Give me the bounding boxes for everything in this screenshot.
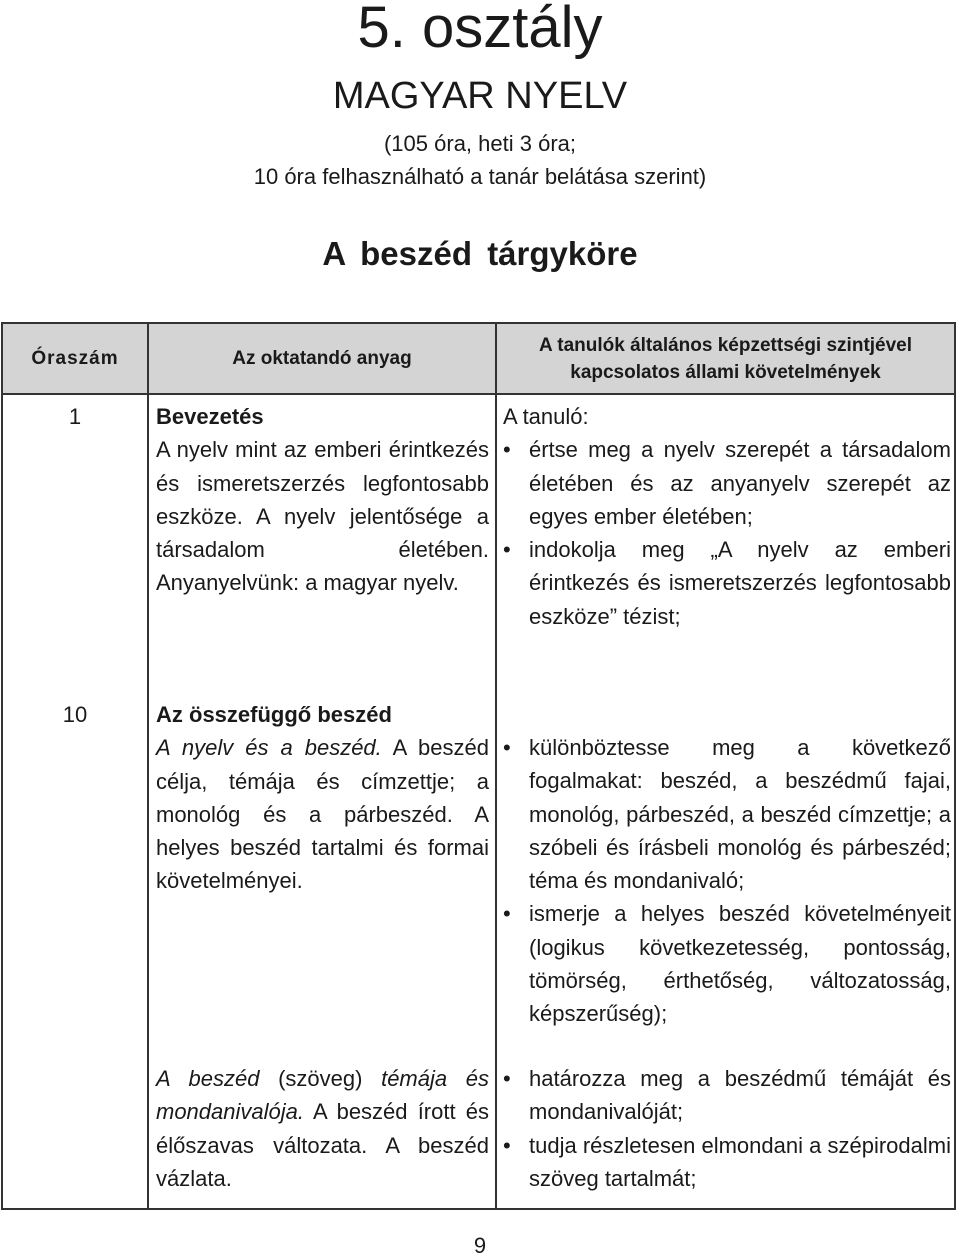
row-2-material	[156, 698, 489, 898]
hours-line-1: (105 óra, heti 3 óra;	[383, 131, 576, 156]
list-item	[503, 533, 951, 633]
row-3-material-text	[156, 1062, 489, 1195]
page-title: 5. osztály	[357, 0, 603, 60]
bullet-icon: •	[503, 537, 511, 563]
list-item	[503, 433, 951, 533]
row-1-lead: A tanuló:	[503, 404, 589, 429]
row-3-material-plain: (szöveg)	[278, 1066, 363, 1091]
header-material: Az oktatandó anyag	[232, 348, 412, 369]
row-3-material	[156, 1062, 489, 1195]
bullet-icon: •	[503, 437, 511, 463]
bullet-icon: •	[503, 1132, 511, 1158]
list-item-text: különböztesse meg a következő fogalmakat: beszéd, a beszédmű fajai, monológ, párbeszéd, a beszéd címzettje; a szóbeli és írásbeli monológ és párbeszéd; téma és mondanivaló;	[529, 735, 951, 894]
page-number: 9	[473, 1233, 487, 1258]
topic-heading: A beszéd tárgyköre	[322, 235, 638, 272]
row-2-material-text	[156, 731, 489, 897]
list-item-text: indokolja meg „A nyelv az emberi érintkezés és ismeretszerzés legfontosabb eszköze” tézist;	[529, 537, 951, 629]
row-1-material-title: Bevezetés	[156, 404, 264, 429]
column-divider	[147, 324, 149, 1208]
list-item-text: határozza meg a beszédmű témáját és mondanivalóját;	[529, 1066, 951, 1125]
list-item	[503, 897, 951, 1030]
list-item	[503, 731, 951, 897]
row-1-material	[156, 400, 489, 600]
row-2-material-title: Az összefüggő beszéd	[156, 702, 392, 727]
row-1-requirements	[503, 400, 951, 633]
header-requirements: A tanulók általános képzettségi szintjével kapcsolatos állami követelmények	[538, 334, 913, 383]
list-item-text: értse meg a nyelv szerepét a társadalom életében és az anyanyelv szerepét az egyes ember életében;	[529, 437, 951, 529]
list-item-text: tudja részletesen elmondani a szépirodalmi szöveg tartalmát;	[529, 1132, 951, 1191]
row-2-material-body: A beszéd célja, témája és címzettje; a monológ és a párbeszéd. A helyes beszéd tartalmi és formai követelményei.	[156, 735, 489, 894]
row-2-hours: 10	[62, 702, 88, 727]
curriculum-table	[1, 322, 956, 1210]
hours-line-2: 10 óra felhasználható a tanár belátása szerint)	[253, 164, 707, 189]
row-2-requirements	[503, 731, 951, 1031]
list-item	[503, 1129, 951, 1196]
row-1-material-body: A nyelv mint az emberi érintkezés és ismeretszerzés legfontosabb eszköze. A nyelv jelentősége a társadalom életében. Anyanyelvünk: a magyar nyelv.	[156, 437, 489, 596]
row-3-material-italic-b: témája és mondanivalója.	[156, 1066, 489, 1125]
bullet-icon: •	[503, 901, 511, 927]
column-divider	[495, 324, 497, 1208]
row-3-material-italic-a: A beszéd	[156, 1066, 260, 1091]
subject-title: MAGYAR NYELV	[332, 75, 628, 117]
row-2-material-italic: A nyelv és a beszéd.	[156, 735, 382, 761]
list-item	[503, 1062, 951, 1129]
bullet-icon: •	[503, 735, 511, 760]
list-item-text: ismerje a helyes beszéd követelményeit (logikus következetesség, pontosság, tömörség, érthetőség, változatosság, képszerűség);	[529, 901, 951, 1027]
row-1-hours: 1	[68, 404, 82, 429]
row-3-material-body: A beszéd írott és élőszavas változata. A beszéd vázlata.	[156, 1099, 490, 1191]
bullet-icon: •	[503, 1066, 511, 1091]
row-3-requirements	[503, 1062, 951, 1195]
header-hours: Óraszám	[31, 348, 119, 369]
